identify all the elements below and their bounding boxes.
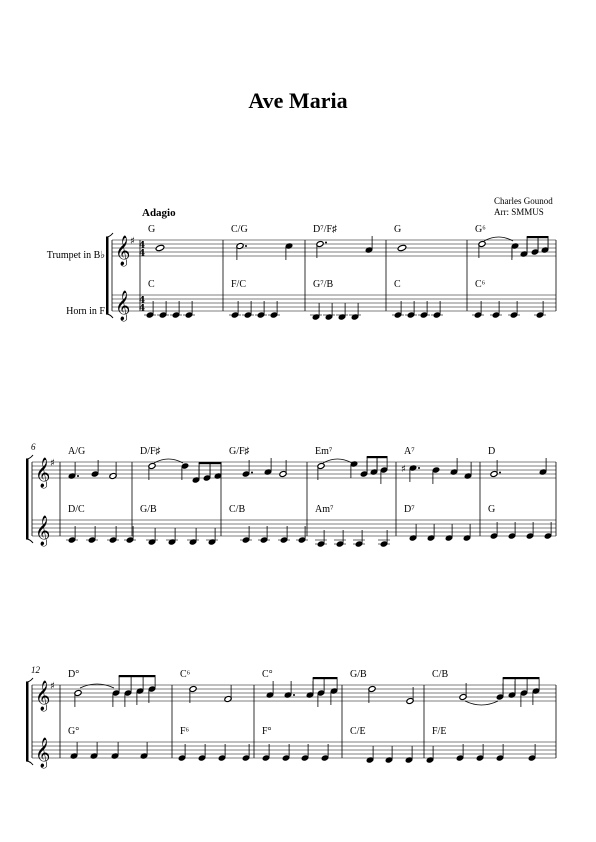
chord-symbol-horn: D⁷ bbox=[404, 504, 415, 515]
key-signature-sharp-icon: ♯ bbox=[50, 681, 55, 692]
chord-symbol-trumpet: A⁷ bbox=[404, 446, 415, 457]
chord-symbol-horn: C/E bbox=[350, 726, 366, 737]
beam bbox=[313, 677, 338, 679]
chord-symbol-trumpet: C/B bbox=[432, 669, 449, 680]
tie-slur bbox=[465, 701, 498, 705]
time-signature-denominator: 4 bbox=[139, 249, 146, 259]
chord-symbol-trumpet: G/B bbox=[350, 669, 367, 680]
chord-symbol-trumpet: G/F♯ bbox=[229, 446, 250, 457]
measure-number: 12 bbox=[31, 665, 40, 675]
augmentation-dot bbox=[499, 472, 501, 474]
chord-symbol-horn: G bbox=[488, 504, 496, 515]
key-signature-sharp-icon: ♯ bbox=[130, 236, 135, 247]
beam bbox=[119, 675, 156, 677]
augmentation-dot bbox=[293, 694, 295, 696]
score-title: Ave Maria bbox=[248, 88, 348, 113]
chord-symbol-horn: G° bbox=[68, 726, 80, 737]
chord-symbol-horn: F/C bbox=[231, 279, 247, 290]
note-head bbox=[397, 244, 407, 251]
treble-clef-icon: 𝄞 bbox=[35, 738, 51, 768]
system-bracket bbox=[26, 682, 29, 761]
chord-symbol-horn: D/C bbox=[68, 504, 85, 515]
tie-slur bbox=[484, 237, 513, 241]
tie-slur bbox=[80, 684, 114, 688]
beam bbox=[503, 677, 540, 679]
horn-staff bbox=[32, 520, 556, 536]
chord-symbol-horn: C bbox=[148, 279, 155, 290]
system-bracket bbox=[106, 237, 109, 314]
beam bbox=[199, 462, 222, 464]
measure-number: 6 bbox=[31, 442, 36, 452]
horn-staff bbox=[32, 742, 556, 758]
tie-slur bbox=[323, 459, 352, 463]
bracket-hook bbox=[106, 233, 113, 237]
beam bbox=[527, 236, 549, 238]
chord-symbol-trumpet: G bbox=[148, 224, 156, 235]
chord-symbol-trumpet: D⁷/F♯ bbox=[313, 224, 338, 235]
augmentation-dot bbox=[251, 472, 253, 474]
chord-symbol-horn: C bbox=[394, 279, 401, 290]
chord-symbol-trumpet: D° bbox=[68, 669, 80, 680]
beam bbox=[367, 456, 388, 458]
arranger-credit: Arr: SMMUS bbox=[494, 207, 544, 217]
time-signature-numerator: 4 bbox=[139, 241, 146, 251]
chord-symbol-trumpet: C° bbox=[262, 669, 273, 680]
chord-symbol-horn: Am⁷ bbox=[315, 504, 334, 515]
chord-symbol-trumpet: C/G bbox=[231, 224, 248, 235]
bracket-hook bbox=[26, 761, 33, 765]
augmentation-dot bbox=[325, 242, 327, 244]
chord-symbol-horn: F° bbox=[262, 726, 272, 737]
chord-symbol-trumpet: Em⁷ bbox=[315, 446, 333, 457]
key-signature-sharp-icon: ♯ bbox=[50, 458, 55, 469]
chord-symbol-trumpet: G⁶ bbox=[475, 224, 486, 235]
bracket-hook bbox=[26, 678, 33, 682]
chord-symbol-horn: F⁶ bbox=[180, 726, 190, 737]
chord-symbol-horn: G/B bbox=[140, 504, 157, 515]
instrument-name-trumpet: Trumpet in B♭ bbox=[46, 250, 105, 261]
augmentation-dot bbox=[245, 245, 247, 247]
time-signature-numerator: 4 bbox=[139, 296, 146, 306]
chord-symbol-horn: C⁶ bbox=[475, 279, 486, 290]
chord-symbol-trumpet: A/G bbox=[68, 446, 86, 457]
treble-clef-icon: 𝄞 bbox=[35, 516, 51, 546]
trumpet-staff bbox=[112, 240, 556, 256]
trumpet-staff bbox=[32, 685, 556, 701]
bracket-hook bbox=[26, 539, 33, 543]
treble-clef-icon: 𝄞 bbox=[115, 236, 131, 266]
horn-staff bbox=[112, 295, 556, 311]
augmentation-dot bbox=[418, 467, 420, 469]
system-bracket bbox=[26, 459, 29, 539]
chord-symbol-trumpet: G bbox=[394, 224, 402, 235]
chord-symbol-horn: C/B bbox=[229, 504, 246, 515]
chord-symbol-horn: G⁷/B bbox=[313, 279, 334, 290]
chord-symbol-trumpet: D bbox=[488, 446, 496, 457]
time-signature-denominator: 4 bbox=[139, 304, 146, 314]
treble-clef-icon: 𝄞 bbox=[115, 291, 131, 321]
augmentation-dot bbox=[77, 475, 79, 477]
composer-credit: Charles Gounod bbox=[494, 196, 553, 206]
chord-symbol-trumpet: C⁶ bbox=[180, 669, 191, 680]
sharp-accidental-icon: ♯ bbox=[401, 464, 406, 475]
instrument-name-horn: Horn in F bbox=[66, 306, 105, 317]
chord-symbol-horn: F/E bbox=[432, 726, 447, 737]
treble-clef-icon: 𝄞 bbox=[35, 681, 51, 711]
chord-symbol-trumpet: D/F♯ bbox=[140, 446, 161, 457]
tempo-marking: Adagio bbox=[142, 207, 176, 219]
tie-slur bbox=[154, 459, 183, 463]
bracket-hook bbox=[26, 455, 33, 459]
bracket-hook bbox=[106, 314, 113, 318]
note-head bbox=[155, 244, 165, 251]
treble-clef-icon: 𝄞 bbox=[35, 458, 51, 488]
